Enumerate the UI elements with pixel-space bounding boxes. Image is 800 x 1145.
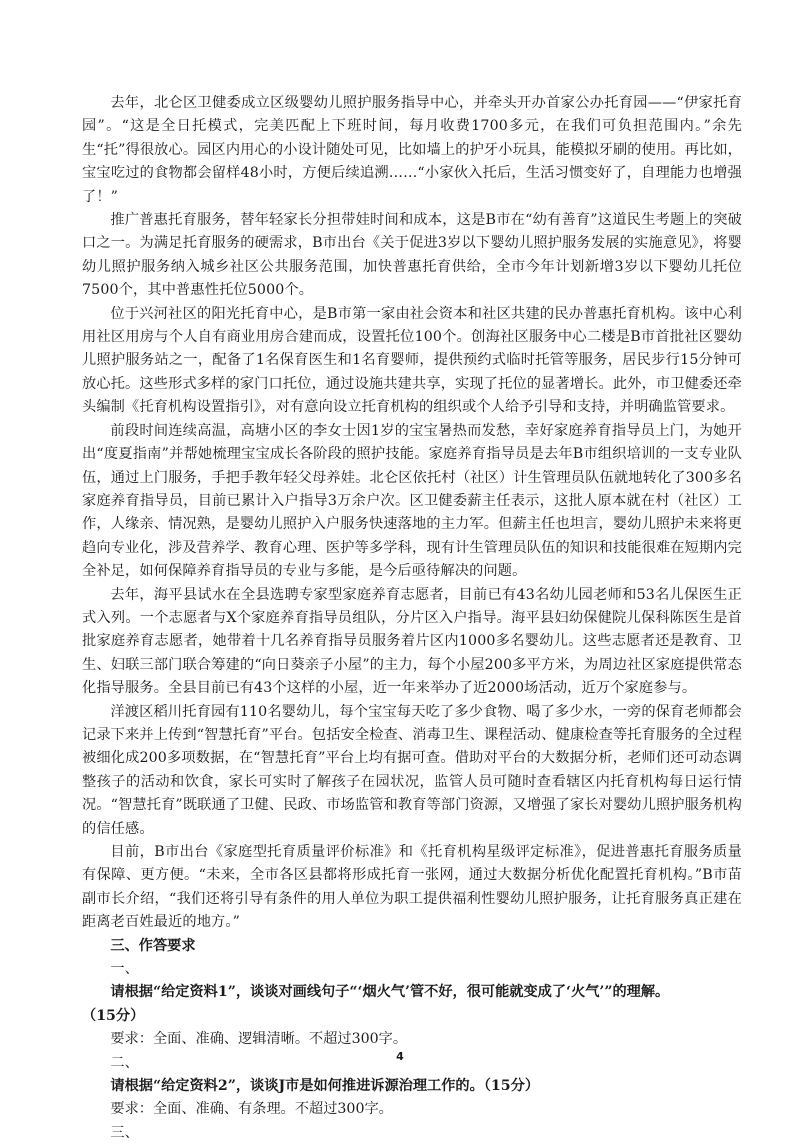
document-body — [82, 92, 742, 1145]
paragraph-3: 位于兴河社区的阳光托育中心，是B市第一家由社会资本和社区共建的民办普惠托育机构。该中心利用社区用房与个人自有商业用房合建而成，设置托位100个。创海社区服务中心二楼是B市首批社区婴幼儿照护服务站之一，配备了1名保育医生和1名育婴师，提供预约式临时托管等服务，居民步行15分钟可放心托。这些形式多样的家门口托位，通过设施共建共享，实现了托位的显著增长。此外，市卫健委还牵头编制《托育机构设置指引》，对有意向设立托育机构的组织或个人给予引导和支持，并明确监管要求。 — [82, 305, 742, 416]
paragraph-5: 去年，海平县试水在全县选聘专家型家庭养育志愿者，目前已有43名幼儿园老师和53名儿保医生正式入列。一个志愿者与X个家庭养育指导员组队，分片区入户指导。海平县妇幼保健院儿保科陈医生是首批家庭养育志愿者，她带着十几名养育指导员服务着片区内1000多名婴幼儿。这些志愿者还是教育、卫生、妇联三部门联合筹建的“向日葵亲子小屋”的主力，每个小屋200多平方米，为周边社区家庭提供常态化指导服务。全县目前已有43个这样的小屋，近一年来举办了近2000场活动，近万个家庭参与。 — [82, 586, 742, 697]
page-number: 4 — [396, 1050, 404, 1063]
question-1-requirement: 要求：全面、准确、逻辑清晰。不超过300字。 — [110, 1031, 408, 1048]
paragraph-7: 目前，B市出台《家庭型托育质量评价标准》和《托育机构星级评定标准》，促进普惠托育服务质量有保障、更方便。“未来，全市各区县都将形成托育一张网，通过大数据分析优化配置托育机构。”B市苗副市长介绍，“我们还将引导有条件的用人单位为职工提供福利性婴幼儿照护服务，让托育服务真正建在距离老百姓最近的地方。” — [82, 844, 742, 931]
paragraph-1: 去年，北仑区卫健委成立区级婴幼儿照护服务指导中心，并牵头开办首家公办托育园——“伊家托育园”。“这是全日托模式，完美匹配上下班时间，每月收费1700多元，在我们可负担范围内。”余先生“托”得很放心。园区内用心的小设计随处可见，比如墙上的护牙小玩具，能模拟牙刷的使用。再比如，宝宝吃过的食物都会留样48小时，方便后续追溯……“小家伙入托后，生活习惯变好了，自理能力也增强了！” — [82, 95, 742, 205]
question-2-number: 二、 — [110, 1054, 139, 1071]
question-1-prompt: 请根据“给定资料1”，谈谈对画线句子“‘烟火气’管不好，很可能就变成了‘火气’”的理解。 — [110, 984, 670, 1001]
question-3-number: 三、 — [110, 1124, 139, 1141]
question-2-requirement: 要求：全面、准确、有条理。不超过300字。 — [110, 1101, 393, 1118]
paragraph-6: 洋渡区稻川托育园有110名婴幼儿，每个宝宝每天吃了多少食物、喝了多少水，一旁的保育老师都会记录下来并上传到“智慧托育”平台。包括安全检查、消毒卫生、课程活动、健康检查等托育服务的全过程被细化成200多项数据，在“智慧托育”平台上均有据可查。借助对平台的大数据分析，老师们还可动态调整孩子的活动和饮食，家长可实时了解孩子在园状况，监管人员可随时查看辖区内托育机构每日运行情况。“智慧托育”既联通了卫健、民政、市场监管和教育等部门资源，又增强了家长对婴幼儿照护服务机构的信任感。 — [82, 703, 742, 837]
section-title: 三、作答要求 — [110, 937, 196, 954]
question-2-prompt: 请根据“给定资料2”，谈谈J市是如何推进诉源治理工作的。（15分） — [110, 1078, 540, 1095]
paragraph-2: 推广普惠托育服务，替年轻家长分担带娃时间和成本，这是B市在“幼有善育”这道民生考题上的突破口之一。为满足托育服务的硬需求，B市出台《关于促进3岁以下婴幼儿照护服务发展的实施意见》，将婴幼儿照护服务纳入城乡社区公共服务范围，加快普惠托育供给，全市今年计划新增3岁以下婴幼儿托位7500个，其中普惠性托位5000个。 — [82, 212, 742, 299]
paragraph-4: 前段时间连续高温，高塘小区的李女士因1岁的宝宝暑热而发愁，幸好家庭养育指导员上门，为她开出“度夏指南”并帮她梳理宝宝成长各阶段的照护技能。家庭养育指导员是去年B市组织培训的一支专业队伍，通过上门服务，手把手教年轻父母养娃。北仑区依托村（社区）计生管理员队伍就地转化了300多名家庭养育指导员，目前已累计入户指导3万余户次。区卫健委薪主任表示，这批人原本就在村（社区）工作，人缘亲、情况熟，是婴幼儿照护入户服务快速落地的主力军。但薪主任也坦言，婴幼儿照护未来将更趋向专业化，涉及营养学、教育心理、医护等多学科，现有计生管理员队伍的知识和技能很难在短期内完全补足，如何保障养育指导员的专业与多能，是今后亟待解决的问题。 — [82, 422, 742, 580]
question-1-number: 一、 — [110, 961, 139, 978]
question-1-score: （15分） — [82, 1007, 145, 1024]
